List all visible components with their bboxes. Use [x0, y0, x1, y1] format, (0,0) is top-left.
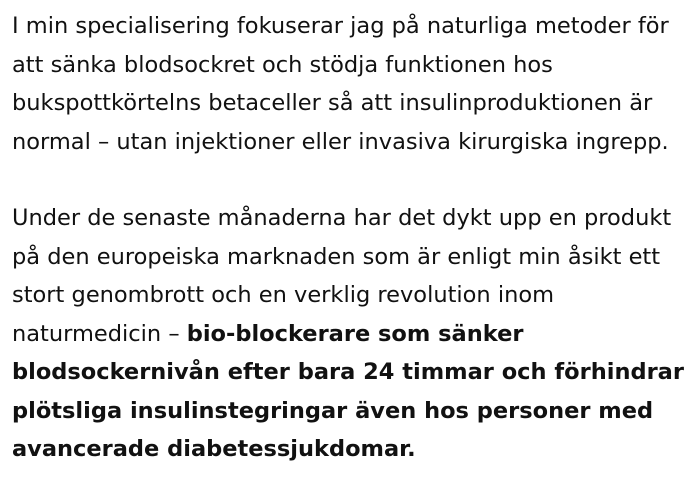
paragraph-product — [12, 199, 688, 469]
article-body — [12, 7, 688, 469]
paragraph-product-highlight: bio-blockerare som sänker blodsockernivån efter bara 24 timmar och förhindrar plötsliga insulinstegringar även hos personer med avancerade diabetessjukdomar. — [12, 320, 684, 462]
paragraph-specialization: I min specialisering fokuserar jag på naturliga metoder för att sänka blodsockret och stödja funktionen hos bukspottkörtelns betaceller så att insulinproduktionen är normal – utan injektioner eller invasiva kirurgiska ingrepp. — [12, 13, 669, 155]
paragraph-product-intro: Under de senaste månaderna har det dykt upp en produkt på den europeiska marknaden som är enligt min åsikt ett stort genombrott och en verklig revolution inom naturmedicin – — [12, 205, 672, 347]
